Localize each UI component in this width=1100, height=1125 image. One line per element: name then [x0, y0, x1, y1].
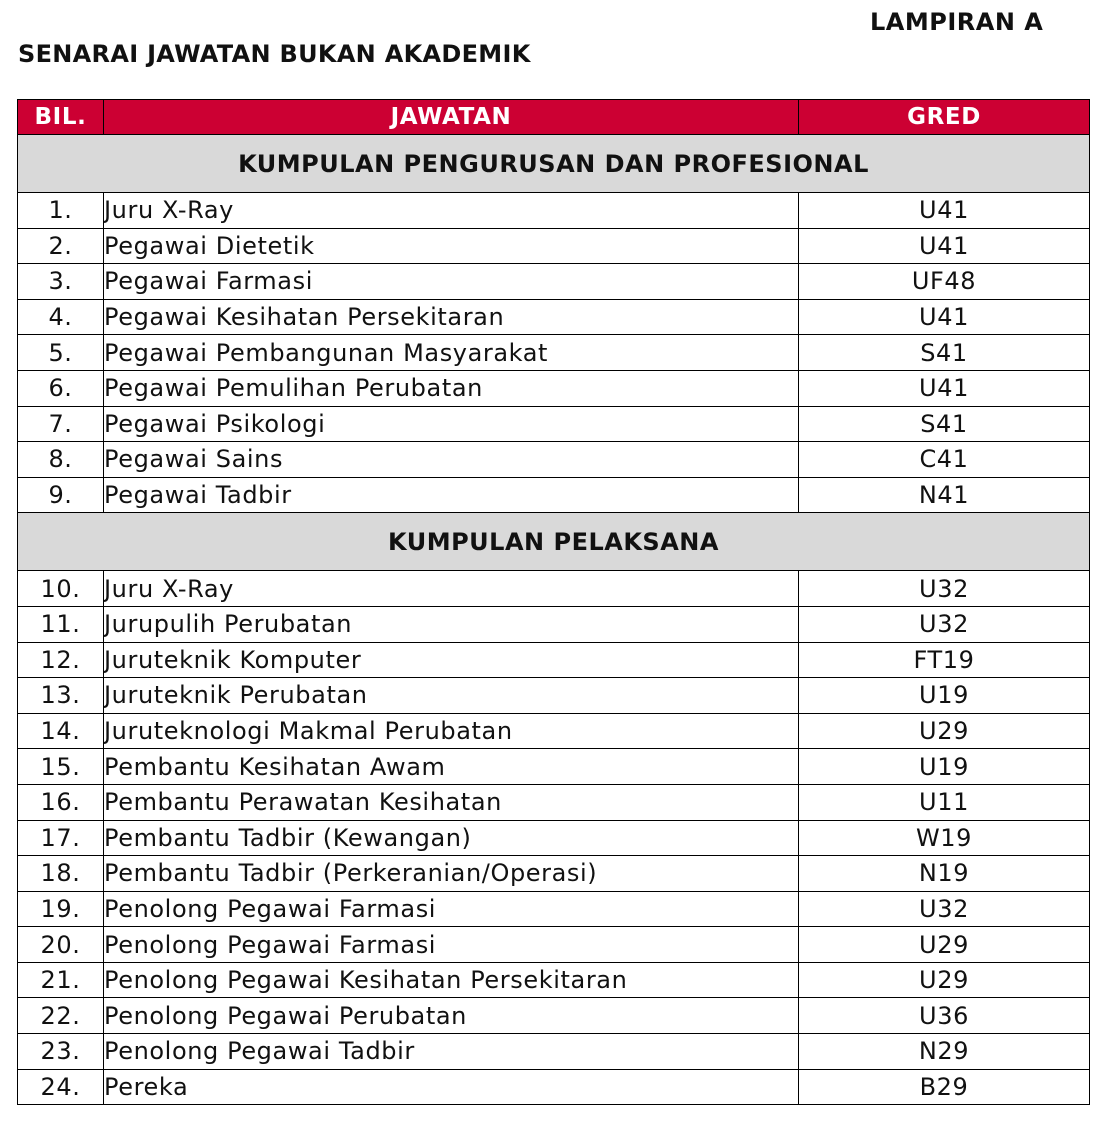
- column-header-bil: BIL.: [18, 100, 104, 135]
- jawatan-table: [17, 99, 1090, 1105]
- group-header-row: [18, 513, 1090, 571]
- table-row: [18, 856, 1090, 892]
- jawatan-name: Pegawai Psikologi: [104, 406, 799, 442]
- gred-value: UF48: [799, 264, 1090, 300]
- table-row: [18, 713, 1090, 749]
- gred-value: U29: [799, 927, 1090, 963]
- jawatan-name: Pembantu Tadbir (Kewangan): [104, 820, 799, 856]
- jawatan-name: Pembantu Perawatan Kesihatan: [104, 784, 799, 820]
- row-number: 12.: [18, 642, 104, 678]
- gred-value: C41: [799, 442, 1090, 478]
- row-number: 18.: [18, 856, 104, 892]
- gred-value: S41: [799, 335, 1090, 371]
- table-row: [18, 193, 1090, 229]
- gred-value: U32: [799, 571, 1090, 607]
- jawatan-name: Juru X-Ray: [104, 193, 799, 229]
- jawatan-name: Pegawai Pembangunan Masyarakat: [104, 335, 799, 371]
- table-row: [18, 299, 1090, 335]
- jawatan-name: Juruteknologi Makmal Perubatan: [104, 713, 799, 749]
- gred-value: FT19: [799, 642, 1090, 678]
- gred-value: U29: [799, 962, 1090, 998]
- gred-value: U11: [799, 784, 1090, 820]
- gred-value: U19: [799, 678, 1090, 714]
- row-number: 23.: [18, 1034, 104, 1070]
- gred-value: U19: [799, 749, 1090, 785]
- row-number: 17.: [18, 820, 104, 856]
- jawatan-name: Pegawai Dietetik: [104, 228, 799, 264]
- gred-value: N19: [799, 856, 1090, 892]
- jawatan-name: Pegawai Farmasi: [104, 264, 799, 300]
- gred-value: N29: [799, 1034, 1090, 1070]
- jawatan-name: Penolong Pegawai Perubatan: [104, 998, 799, 1034]
- row-number: 14.: [18, 713, 104, 749]
- page-title: SENARAI JAWATAN BUKAN AKADEMIK: [18, 40, 531, 68]
- table-row: [18, 642, 1090, 678]
- table-row: [18, 264, 1090, 300]
- row-number: 22.: [18, 998, 104, 1034]
- gred-value: U36: [799, 998, 1090, 1034]
- table-body: [18, 135, 1090, 1105]
- jawatan-name: Penolong Pegawai Farmasi: [104, 891, 799, 927]
- jawatan-name: Pegawai Tadbir: [104, 477, 799, 513]
- row-number: 24.: [18, 1069, 104, 1105]
- gred-value: S41: [799, 406, 1090, 442]
- jawatan-name: Juruteknik Komputer: [104, 642, 799, 678]
- row-number: 10.: [18, 571, 104, 607]
- gred-value: N41: [799, 477, 1090, 513]
- row-number: 19.: [18, 891, 104, 927]
- table-row: [18, 335, 1090, 371]
- row-number: 15.: [18, 749, 104, 785]
- jawatan-name: Penolong Pegawai Tadbir: [104, 1034, 799, 1070]
- gred-value: U41: [799, 228, 1090, 264]
- jawatan-name: Juru X-Ray: [104, 571, 799, 607]
- gred-value: U32: [799, 606, 1090, 642]
- table-row: [18, 228, 1090, 264]
- jawatan-name: Pegawai Kesihatan Persekitaran: [104, 299, 799, 335]
- group-title: KUMPULAN PELAKSANA: [18, 513, 1090, 571]
- row-number: 1.: [18, 193, 104, 229]
- row-number: 9.: [18, 477, 104, 513]
- lampiran-label: LAMPIRAN A: [870, 8, 1044, 36]
- jawatan-name: Penolong Pegawai Farmasi: [104, 927, 799, 963]
- jawatan-name: Pembantu Tadbir (Perkeranian/Operasi): [104, 856, 799, 892]
- table-row: [18, 1034, 1090, 1070]
- table-row: [18, 370, 1090, 406]
- column-header-jawatan: JAWATAN: [104, 100, 799, 135]
- gred-value: U41: [799, 370, 1090, 406]
- row-number: 4.: [18, 299, 104, 335]
- group-title: KUMPULAN PENGURUSAN DAN PROFESIONAL: [18, 135, 1090, 193]
- gred-value: B29: [799, 1069, 1090, 1105]
- table-row: [18, 784, 1090, 820]
- table-row: [18, 820, 1090, 856]
- table-row: [18, 477, 1090, 513]
- row-number: 20.: [18, 927, 104, 963]
- table-row: [18, 442, 1090, 478]
- row-number: 11.: [18, 606, 104, 642]
- gred-value: W19: [799, 820, 1090, 856]
- row-number: 6.: [18, 370, 104, 406]
- group-header-row: [18, 135, 1090, 193]
- table-row: [18, 927, 1090, 963]
- table-row: [18, 962, 1090, 998]
- jawatan-name: Jurupulih Perubatan: [104, 606, 799, 642]
- jawatan-name: Pereka: [104, 1069, 799, 1105]
- gred-value: U32: [799, 891, 1090, 927]
- row-number: 13.: [18, 678, 104, 714]
- gred-value: U41: [799, 193, 1090, 229]
- jawatan-name: Pembantu Kesihatan Awam: [104, 749, 799, 785]
- row-number: 3.: [18, 264, 104, 300]
- gred-value: U41: [799, 299, 1090, 335]
- table-row: [18, 1069, 1090, 1105]
- table-row: [18, 998, 1090, 1034]
- column-header-gred: GRED: [799, 100, 1090, 135]
- table-row: [18, 571, 1090, 607]
- table-row: [18, 678, 1090, 714]
- table-row: [18, 749, 1090, 785]
- table-row: [18, 606, 1090, 642]
- table-header: [18, 100, 1090, 135]
- row-number: 7.: [18, 406, 104, 442]
- jawatan-name: Juruteknik Perubatan: [104, 678, 799, 714]
- row-number: 16.: [18, 784, 104, 820]
- table-row: [18, 891, 1090, 927]
- row-number: 21.: [18, 962, 104, 998]
- gred-value: U29: [799, 713, 1090, 749]
- jawatan-name: Pegawai Sains: [104, 442, 799, 478]
- row-number: 5.: [18, 335, 104, 371]
- row-number: 2.: [18, 228, 104, 264]
- table-row: [18, 406, 1090, 442]
- jawatan-name: Penolong Pegawai Kesihatan Persekitaran: [104, 962, 799, 998]
- jawatan-name: Pegawai Pemulihan Perubatan: [104, 370, 799, 406]
- row-number: 8.: [18, 442, 104, 478]
- header-row: [18, 100, 1090, 135]
